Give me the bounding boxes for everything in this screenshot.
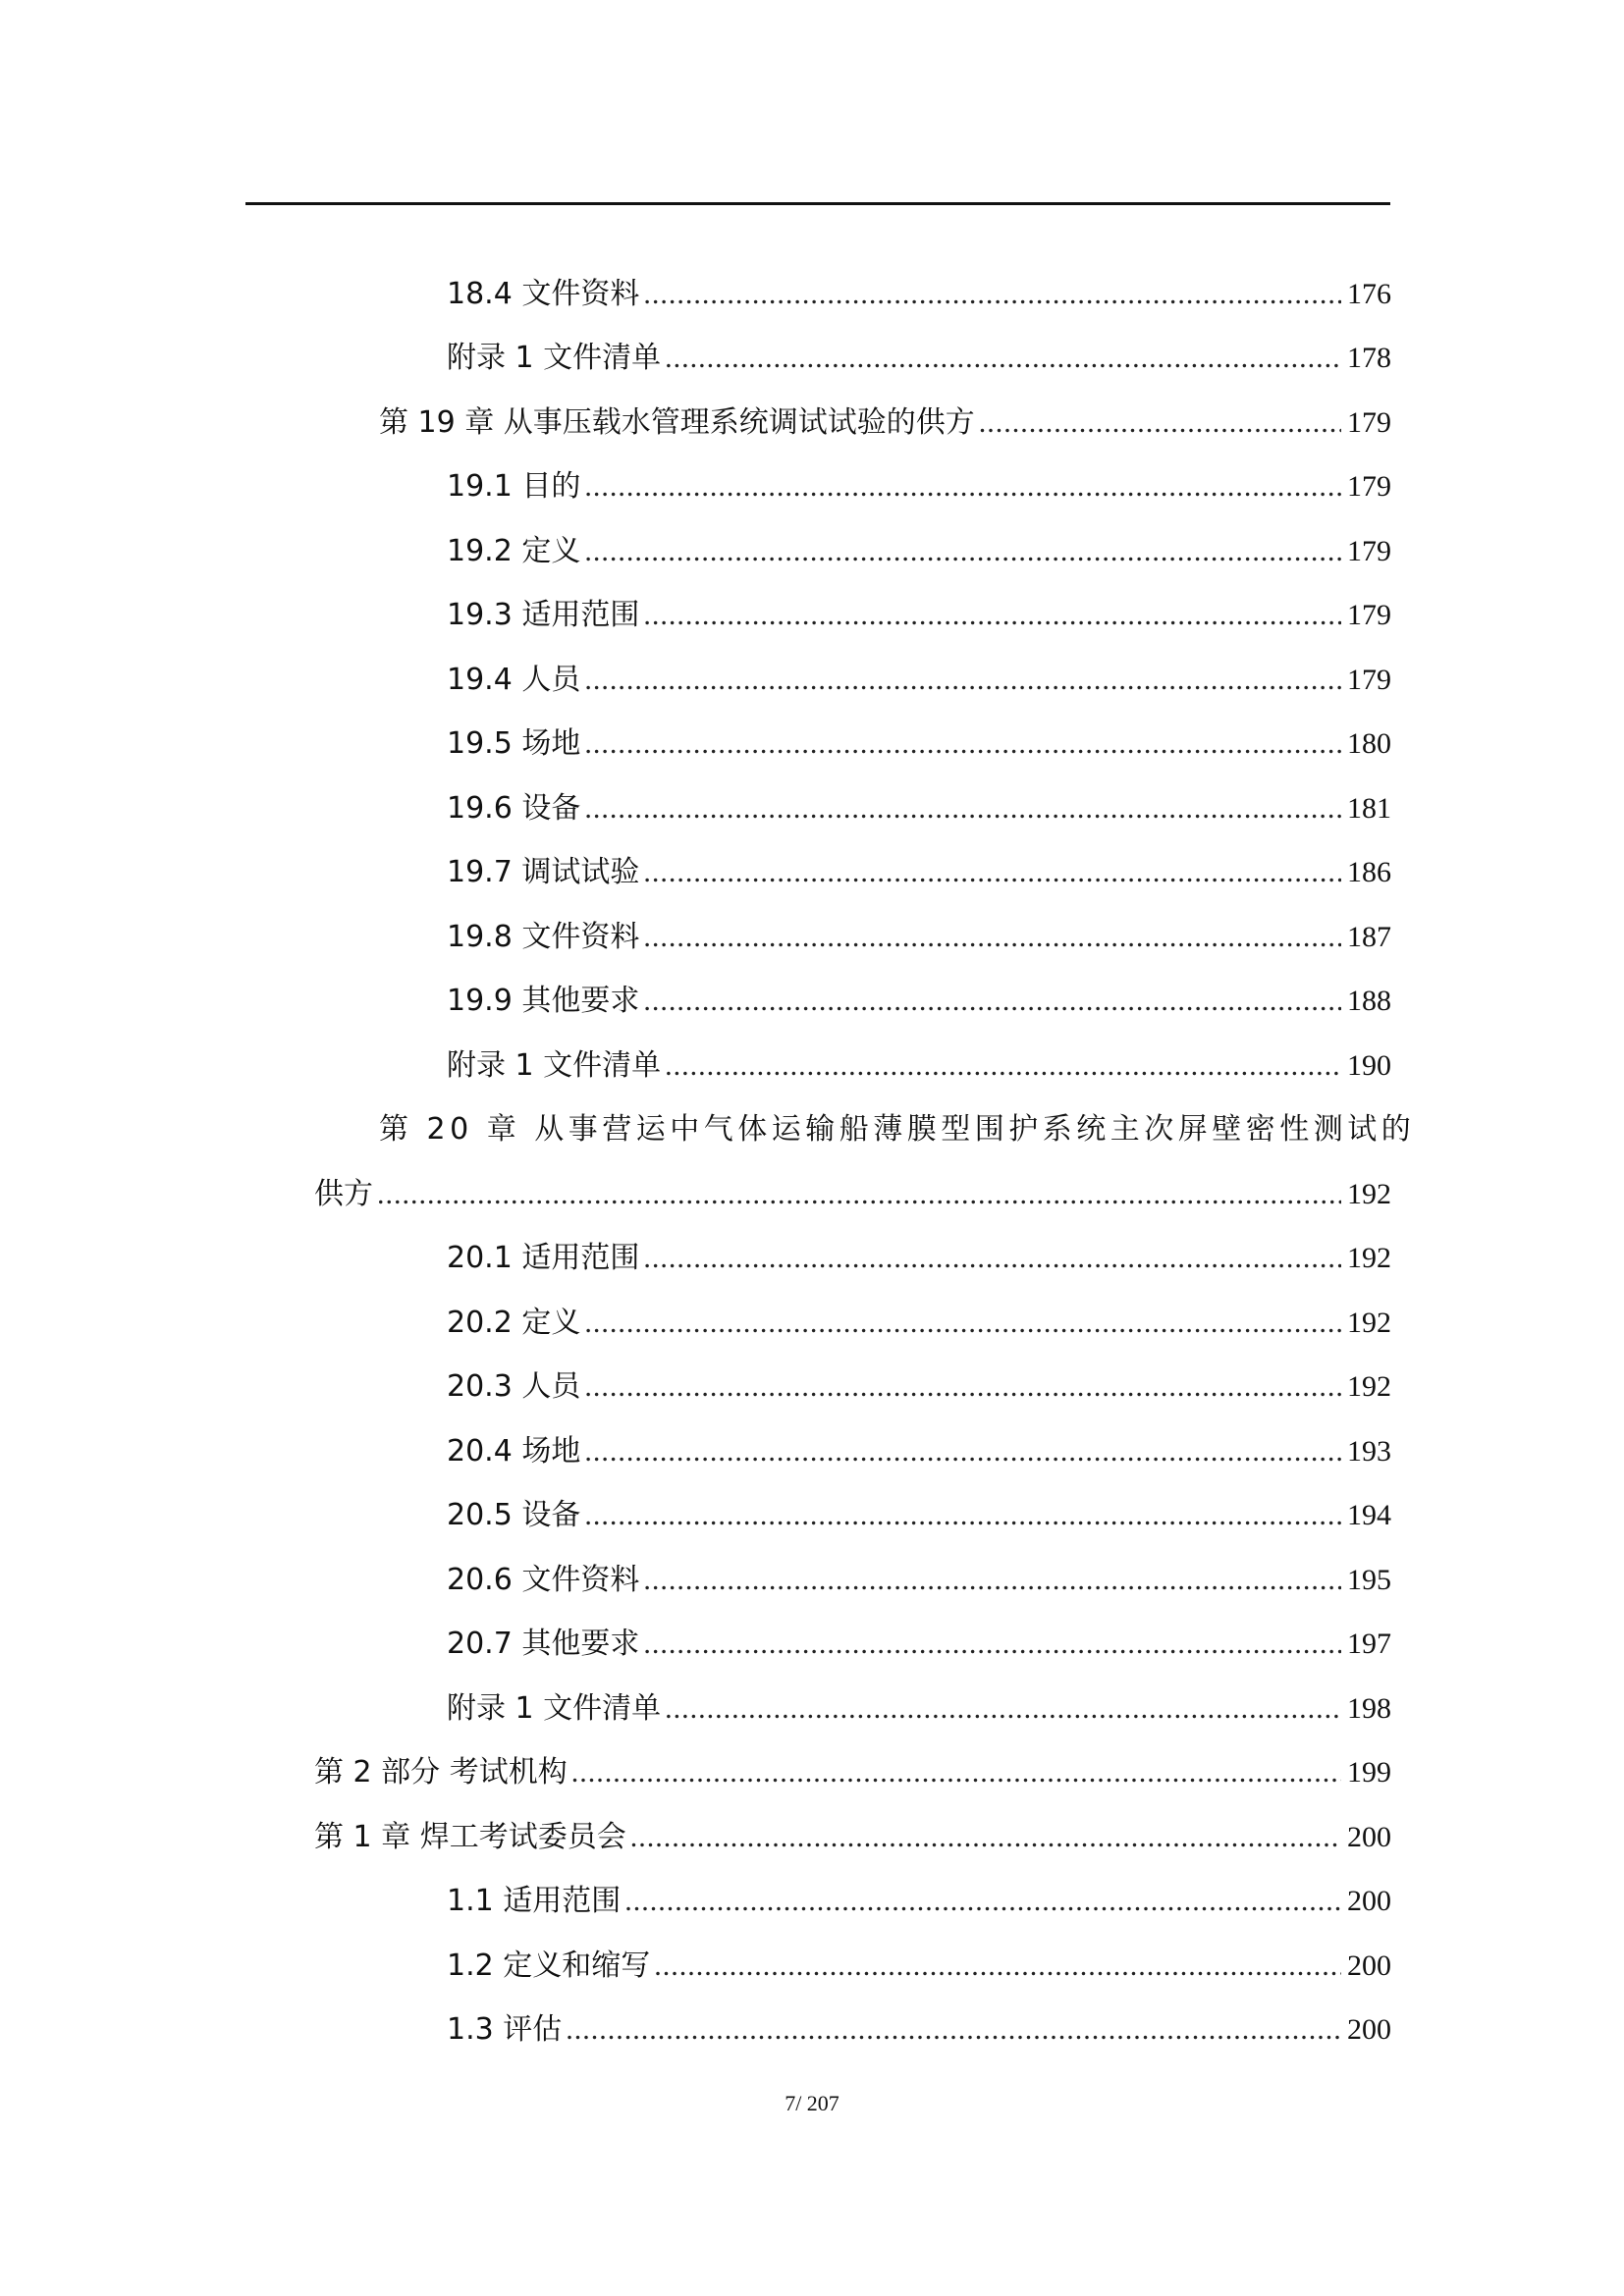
toc-entry-page: 181 [1347,792,1391,825]
toc-entry-label: 第 2 部分 考试机构 [314,1755,568,1789]
toc-entry-label: 附录 1 文件清单 [447,1048,662,1083]
toc-entry[interactable] [447,1306,1391,1341]
toc-entry-page: 179 [1347,470,1391,503]
toc-entry[interactable] [447,1498,1391,1533]
toc-entry[interactable] [447,1048,1391,1084]
toc-entry-page: 179 [1347,599,1391,631]
toc-entry[interactable] [447,920,1391,955]
toc-entry[interactable] [447,726,1391,762]
toc-entry-label: 第 1 章 焊工考试委员会 [314,1820,626,1854]
toc-entry-label: 1.2 定义和缩写 [447,1949,651,1983]
dot-leader [584,534,1341,569]
dot-leader [665,341,1341,376]
toc-entry-label: 19.7 调试试验 [447,855,640,889]
toc-entry[interactable] [447,1691,1391,1727]
toc-part-entry[interactable] [314,1755,1391,1790]
dot-leader [584,1498,1341,1533]
toc-entry[interactable] [447,1627,1391,1662]
toc-entry-page: 198 [1347,1692,1391,1725]
toc-entry-page: 192 [1347,1242,1391,1274]
toc-entry-label: 20.6 文件资料 [447,1563,640,1597]
toc-entry-label: 19.4 人员 [447,663,581,697]
toc-chapter-entry[interactable] [314,1177,1391,1212]
dot-leader [624,1884,1341,1919]
toc-entry-label: 第 20 章 从事营运中气体运输船薄膜型围护系统主次屏壁密性测试的 [379,1112,1416,1147]
toc-entry-page: 199 [1347,1756,1391,1789]
toc-entry-label: 供方 [314,1177,373,1211]
toc-entry[interactable] [447,341,1391,376]
dot-leader [643,1563,1341,1598]
dot-leader [584,663,1341,698]
dot-leader [643,1627,1341,1662]
dot-leader [584,1369,1341,1405]
dot-leader [566,2012,1341,2048]
dot-leader [654,1949,1341,1984]
toc-entry[interactable] [447,2012,1391,2048]
toc-entry[interactable] [447,469,1391,505]
toc-entry-page: 179 [1347,664,1391,696]
toc-entry[interactable] [447,1949,1391,1984]
toc-entry-label: 19.3 适用范围 [447,598,640,632]
toc-entry-page: 188 [1347,985,1391,1017]
toc-entry-label: 19.8 文件资料 [447,920,640,954]
toc-entry-label: 20.7 其他要求 [447,1627,640,1661]
toc-entry-page: 190 [1347,1049,1391,1082]
dot-leader [643,277,1341,312]
toc-entry-label: 20.5 设备 [447,1498,581,1532]
dot-leader [643,1241,1341,1276]
dot-leader [643,920,1341,955]
dot-leader [643,855,1341,890]
toc-chapter-heading-line[interactable] [379,1112,1416,1148]
dot-leader [584,726,1341,762]
toc-entry-label: 20.1 适用范围 [447,1241,640,1275]
toc-entry-page: 197 [1347,1628,1391,1660]
toc-chapter-entry[interactable] [379,405,1391,441]
toc-entry[interactable] [447,855,1391,890]
toc-entry-page: 192 [1347,1178,1391,1210]
dot-leader [584,469,1341,505]
toc-entry-label: 19.6 设备 [447,791,581,826]
dot-leader [571,1755,1341,1790]
page-number-footer: 7/ 207 [785,2091,839,2115]
toc-entry-label: 20.2 定义 [447,1306,581,1340]
toc-entry-label: 20.4 场地 [447,1434,581,1468]
toc-entry-page: 187 [1347,921,1391,953]
toc-entry[interactable] [447,534,1391,569]
dot-leader [665,1048,1341,1084]
toc-entry-page: 180 [1347,727,1391,760]
toc-entry-page: 194 [1347,1499,1391,1531]
dot-leader [979,405,1341,441]
toc-entry-page: 192 [1347,1370,1391,1403]
dot-leader [643,598,1341,633]
toc-entry-label: 19.9 其他要求 [447,984,640,1018]
toc-entry[interactable] [447,1369,1391,1405]
toc-entry-page: 195 [1347,1564,1391,1596]
toc-entry-page: 200 [1347,1885,1391,1917]
toc-entry-label: 20.3 人员 [447,1369,581,1404]
toc-entry-page: 192 [1347,1307,1391,1339]
toc-entry-page: 176 [1347,278,1391,310]
dot-leader [377,1177,1341,1212]
toc-entry-page: 179 [1347,406,1391,439]
toc-entry-label: 19.1 目的 [447,469,581,504]
toc-entry[interactable] [447,598,1391,633]
toc-entry[interactable] [447,1241,1391,1276]
dot-leader [665,1691,1341,1727]
dot-leader [643,984,1341,1019]
toc-entry[interactable] [447,984,1391,1019]
dot-leader [584,1306,1341,1341]
toc-entry[interactable] [447,1563,1391,1598]
toc-entry[interactable] [447,663,1391,698]
toc-entry-page: 200 [1347,2013,1391,2046]
toc-entry[interactable] [447,791,1391,827]
header-rule [245,202,1390,205]
toc-entry-page: 200 [1347,1949,1391,1982]
toc-entry-label: 18.4 文件资料 [447,277,640,311]
toc-entry[interactable] [447,1884,1391,1919]
toc-entry-page: 200 [1347,1821,1391,1853]
dot-leader [630,1820,1341,1855]
toc-entry-page: 193 [1347,1435,1391,1468]
toc-entry-page: 178 [1347,342,1391,374]
toc-entry-label: 附录 1 文件清单 [447,341,662,375]
dot-leader [584,1434,1341,1469]
toc-entry-label: 1.1 适用范围 [447,1884,622,1918]
toc-entry[interactable] [447,277,1391,312]
toc-chapter-entry[interactable] [314,1820,1391,1855]
toc-entry-label: 1.3 评估 [447,2012,563,2047]
toc-entry-label: 19.2 定义 [447,534,581,568]
toc-entry-label: 附录 1 文件清单 [447,1691,662,1726]
toc-entry-page: 186 [1347,856,1391,888]
dot-leader [584,791,1341,827]
toc-entry[interactable] [447,1434,1391,1469]
toc-entry-label: 第 19 章 从事压载水管理系统调试试验的供方 [379,405,975,440]
toc-entry-page: 179 [1347,535,1391,567]
toc-entry-label: 19.5 场地 [447,726,581,761]
